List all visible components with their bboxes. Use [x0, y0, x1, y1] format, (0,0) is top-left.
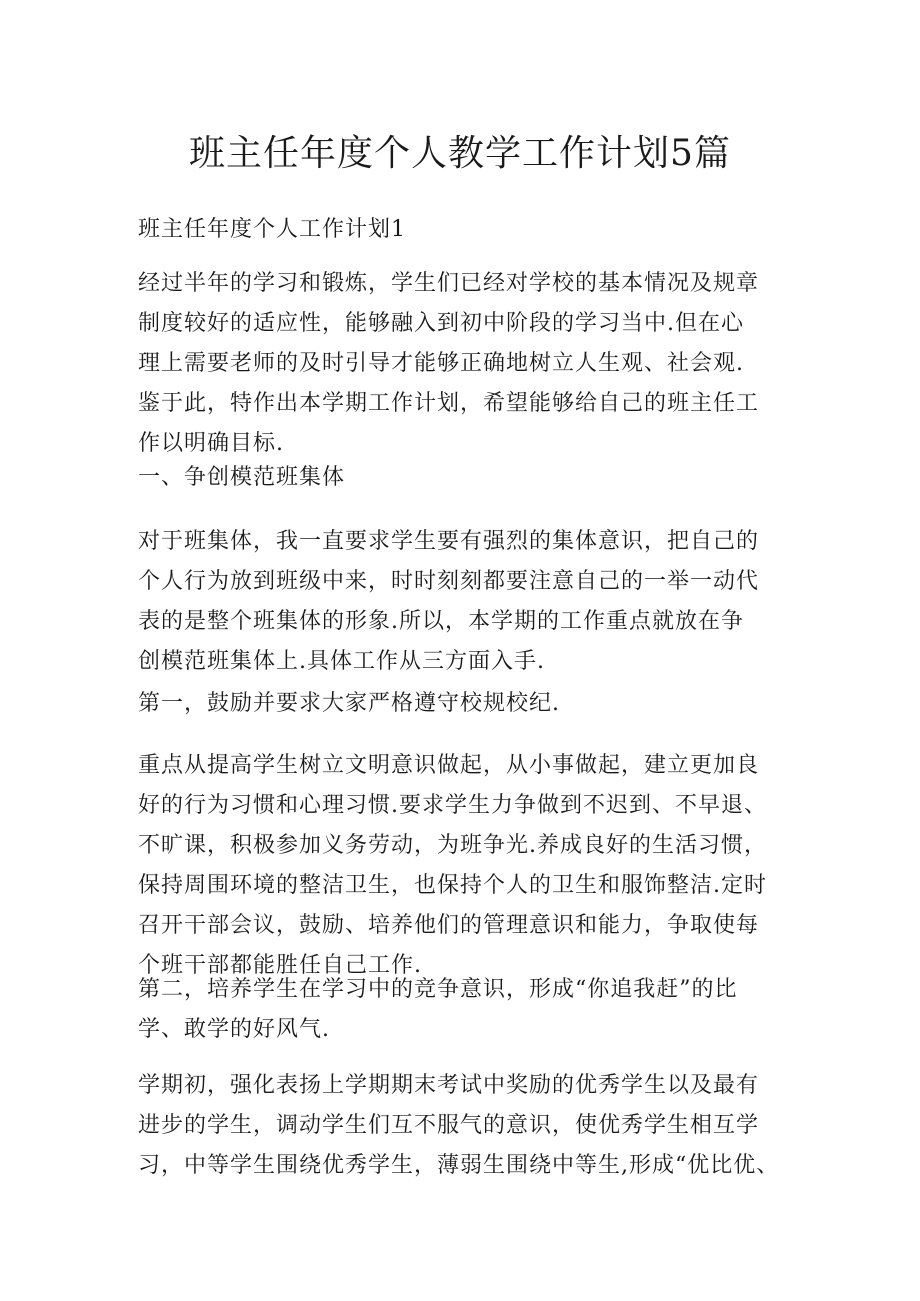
document-title: 班主任年度个人教学工作计划5篇 [189, 133, 731, 174]
paragraph-line: 召开干部会议，鼓励、培养他们的管理意识和能力，争取使每 [138, 913, 760, 938]
point-one-heading [138, 684, 788, 724]
paragraph-line: 鉴于此，特作出本学期工作计划，希望能够给自己的班主任工 [138, 391, 760, 416]
heading-line: 第二，培养学生在学习中的竞争意识，形成“你追我赶”的比 [138, 977, 738, 1002]
paragraph-line: 个班干部都能胜任自己工作. [138, 953, 422, 978]
paragraph-intro [138, 264, 788, 464]
subtitle-line: 班主任年度个人工作计划1 [138, 217, 406, 242]
paragraph-collective [138, 522, 788, 682]
paragraph-line: 创模范班集体上.具体工作从三方面入手. [138, 649, 545, 674]
paragraph-civility [138, 746, 788, 986]
heading-line: 第一，鼓励并要求大家严格遵守校规校纪. [138, 691, 560, 716]
paragraph-line: 习，中等学生围绕优秀学生，薄弱生围绕中等生,形成“优比优、 [138, 1153, 780, 1178]
paragraph-line: 重点从提高学生树立文明意识做起，从小事做起，建立更加良 [138, 753, 760, 778]
paragraph-line: 保持周围环境的整洁卫生，也保持个人的卫生和服饰整洁.定时 [138, 873, 767, 898]
heading-line: 学、敢学的好风气. [138, 1017, 330, 1042]
paragraph-line: 对于班集体，我一直要求学生要有强烈的集体意识，把自己的 [138, 529, 760, 554]
heading-line: 一、争创模范班集体 [138, 465, 346, 490]
paragraph-line: 经过半年的学习和锻炼，学生们已经对学校的基本情况及规章 [138, 271, 760, 296]
point-two-heading [138, 970, 788, 1050]
paragraph-line: 好的行为习惯和心理习惯.要求学生力争做到不迟到、不早退、 [138, 793, 767, 818]
paragraph-term-start [138, 1066, 788, 1186]
section-subtitle [138, 210, 788, 250]
paragraph-line: 进步的学生，调动学生们互不服气的意识，使优秀学生相互学 [138, 1113, 760, 1138]
paragraph-line: 不旷课，积极参加义务劳动，为班争光.养成良好的生活习惯， [138, 833, 767, 858]
section-heading [138, 458, 788, 498]
paragraph-line: 理上需要老师的及时引导才能够正确地树立人生观、社会观. [138, 351, 744, 376]
paragraph-line: 学期初，强化表扬上学期期末考试中奖励的优秀学生以及最有 [138, 1073, 760, 1098]
paragraph-line: 制度较好的适应性，能够融入到初中阶段的学习当中.但在心 [138, 311, 744, 336]
paragraph-line: 作以明确目标. [138, 431, 284, 456]
paragraph-line: 个人行为放到班级中来，时时刻刻都要注意自己的一举一动代 [138, 569, 760, 594]
paragraph-line: 表的是整个班集体的形象.所以，本学期的工作重点就放在争 [138, 609, 744, 634]
